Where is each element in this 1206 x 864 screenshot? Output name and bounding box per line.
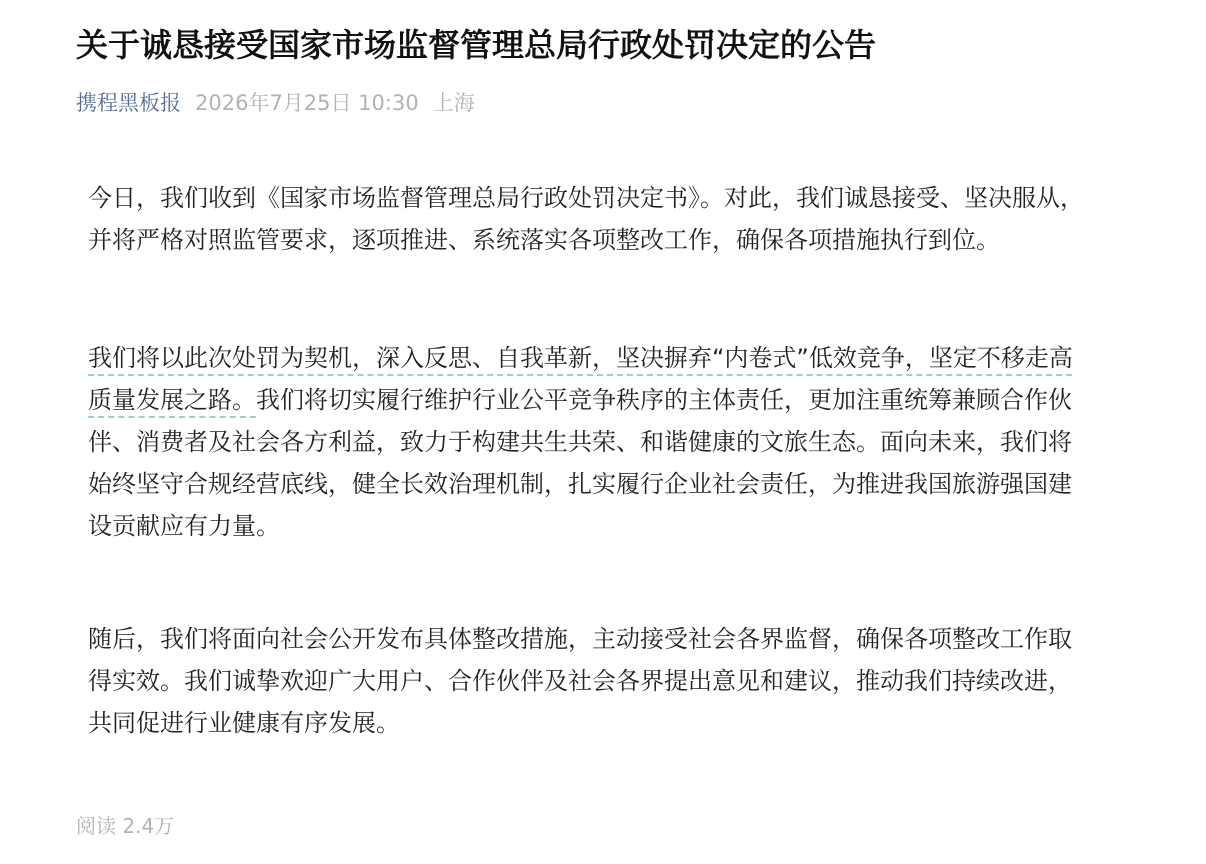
paragraph-3: 随后，我们将面向社会公开发布具体整改措施，主动接受社会各界监督，确保各项整改工作取得实效。我们诚挚欢迎广大用户、合作伙伴及社会各界提出意见和建议，推动我们持续改进，共同促进行业健康有序发展。: [88, 625, 1072, 737]
author-link[interactable]: 携程黑板报: [76, 91, 181, 115]
highlighted-sentence[interactable]: 我们将以此次处罚为契机，深入反思、自我革新，坚决摒弃“内卷式”低效竞争，坚定不移走高质量发展之路。: [88, 344, 1073, 414]
paragraph-1: 今日，我们收到《国家市场监督管理总局行政处罚决定书》。对此，我们诚恳接受、坚决服从，并将严格对照监管要求，逐项推进、系统落实各项整改工作，确保各项措施执行到位。: [88, 184, 1084, 254]
publish-location: 上海: [432, 91, 475, 115]
read-count: 阅读 2.4万: [76, 814, 175, 838]
paragraph-2: [88, 337, 1088, 547]
article-title: 关于诚恳接受国家市场监督管理总局行政处罚决定的公告: [76, 26, 877, 64]
publish-date: 2026年7月25日 10:30: [195, 91, 419, 115]
paragraph-2-text: 我们将切实履行维护行业公平竞争秩序的主体责任，更加注重统筹兼顾合作伙伴、消费者及社会各方利益，致力于构建共生共荣、和谐健康的文旅生态。面向未来，我们将始终坚守合规经营底线，健全长效治理机制，扎实履行企业社会责任，为推进我国旅游强国建设贡献应有力量。: [88, 386, 1072, 540]
article-meta: [76, 86, 475, 118]
